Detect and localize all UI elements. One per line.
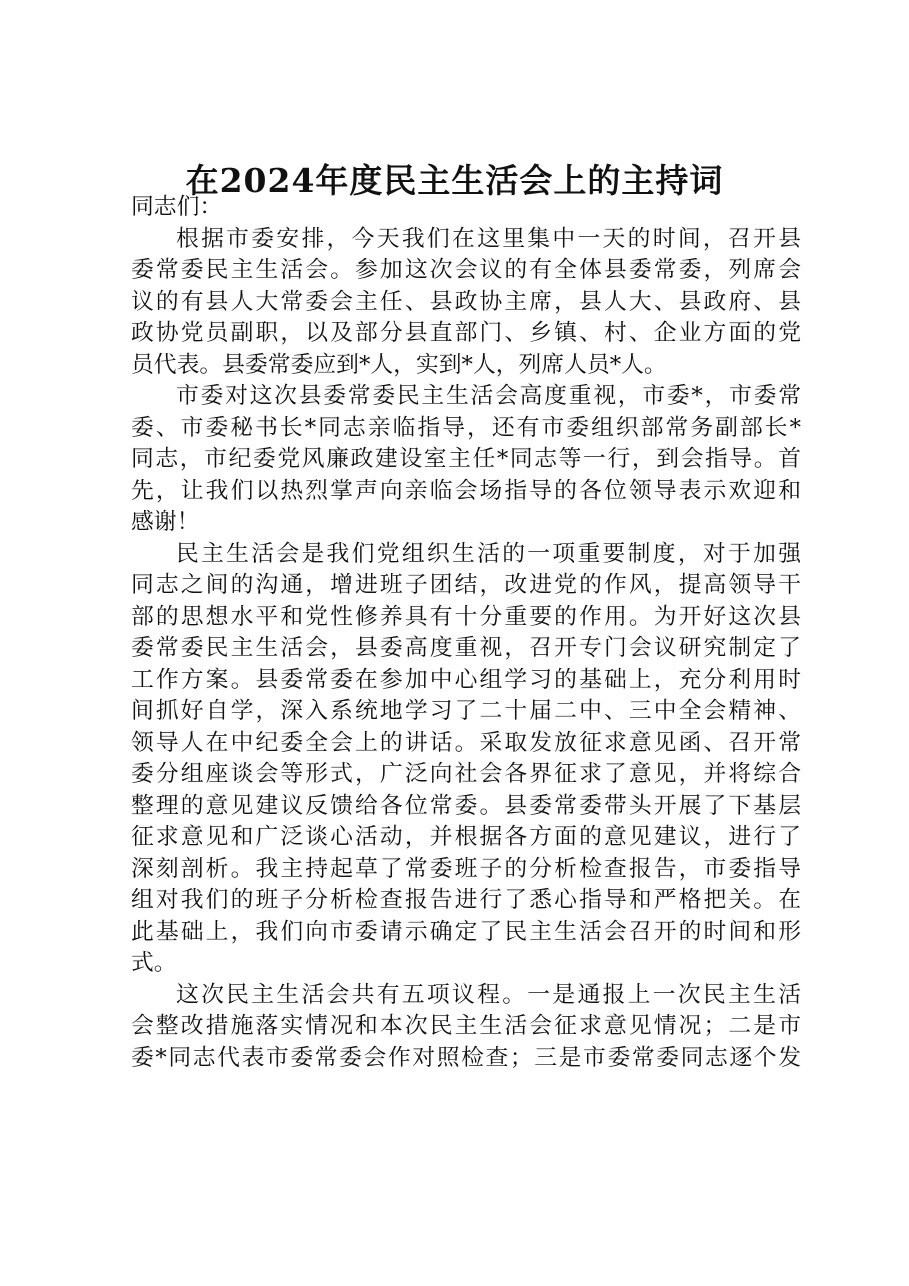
text-line: 委分组座谈会等形式，广泛向社会各界征求了意见，并将综合 [131, 761, 801, 787]
text-line: 深刻剖析。我主持起草了常委班子的分析检查报告，市委指导 [131, 855, 801, 882]
text-line: 此基础上，我们向市委请示确定了民主生活会召开的时间和形 [131, 918, 801, 945]
text-line: 间抓好自学，深入系统地学习了二十届二中、三中全会精神、 [131, 698, 801, 724]
paragraph-1 [131, 224, 801, 382]
text-line: 议的有县人大常委会主任、县政协主席，县人大、县政府、县 [131, 288, 801, 315]
paragraph-3 [131, 539, 801, 980]
text-line: 同志，市纪委党风廉政建设室主任*同志等一行，到会指导。首 [131, 446, 801, 472]
paragraph-2 [131, 381, 801, 539]
text-line: 市委对这次县委常委民主生活会高度重视，市委*，市委常 [176, 383, 801, 409]
text-line: 组对我们的班子分析检查报告进行了悉心指导和严格把关。在 [131, 887, 801, 913]
document-body [131, 192, 801, 1074]
text-line: 民主生活会是我们党组织生活的一项重要制度，对于加强 [176, 540, 801, 567]
text-line: 委常委民主生活会。参加这次会议的有全体县委常委，列席会 [131, 257, 801, 283]
text-line: 委*同志代表市委常委会作对照检查；三是市委常委同志逐个发 [131, 1044, 801, 1071]
text-line: 员代表。县委常委应到*人，实到*人，列席人员*人。 [131, 351, 667, 378]
text-line: 领导人在中纪委全会上的讲话。采取发放征求意见函、召开常 [131, 729, 801, 756]
text-line: 工作方案。县委常委在参加中心组学习的基础上，充分利用时 [131, 666, 801, 693]
text-line: 委常委民主生活会，县委高度重视，召开专门会议研究制定了 [131, 635, 801, 661]
salutation: 同志们： [131, 194, 223, 220]
text-line: 政协党员副职，以及部分县直部门、乡镇、村、企业方面的党 [131, 320, 801, 346]
text-line: 式。 [131, 950, 177, 976]
text-line: 这次民主生活会共有五项议程。一是通报上一次民主生活 [176, 981, 801, 1008]
text-line: 感谢！ [131, 509, 200, 535]
text-line: 委、市委秘书长*同志亲临指导，还有市委组织部常务副部长* [131, 414, 801, 441]
text-line: 会整改措施落实情况和本次民主生活会征求意见情况；二是市 [131, 1013, 801, 1039]
text-line: 先，让我们以热烈掌声向亲临会场指导的各位领导表示欢迎和 [131, 477, 801, 504]
document-title: 在2024年度民主生活会上的主持词 [185, 161, 724, 200]
paragraph-4 [131, 980, 801, 1075]
text-line: 整理的意见建议反馈给各位常委。县委常委带头开展了下基层 [131, 792, 801, 819]
text-line: 根据市委安排，今天我们在这里集中一天的时间，召开县 [176, 225, 801, 252]
text-line: 征求意见和广泛谈心活动，并根据各方面的意见建议，进行了 [131, 824, 801, 850]
text-line: 部的思想水平和党性修养具有十分重要的作用。为开好这次县 [131, 603, 801, 630]
text-line: 同志之间的沟通，增进班子团结，改进党的作风，提高领导干 [131, 572, 801, 598]
